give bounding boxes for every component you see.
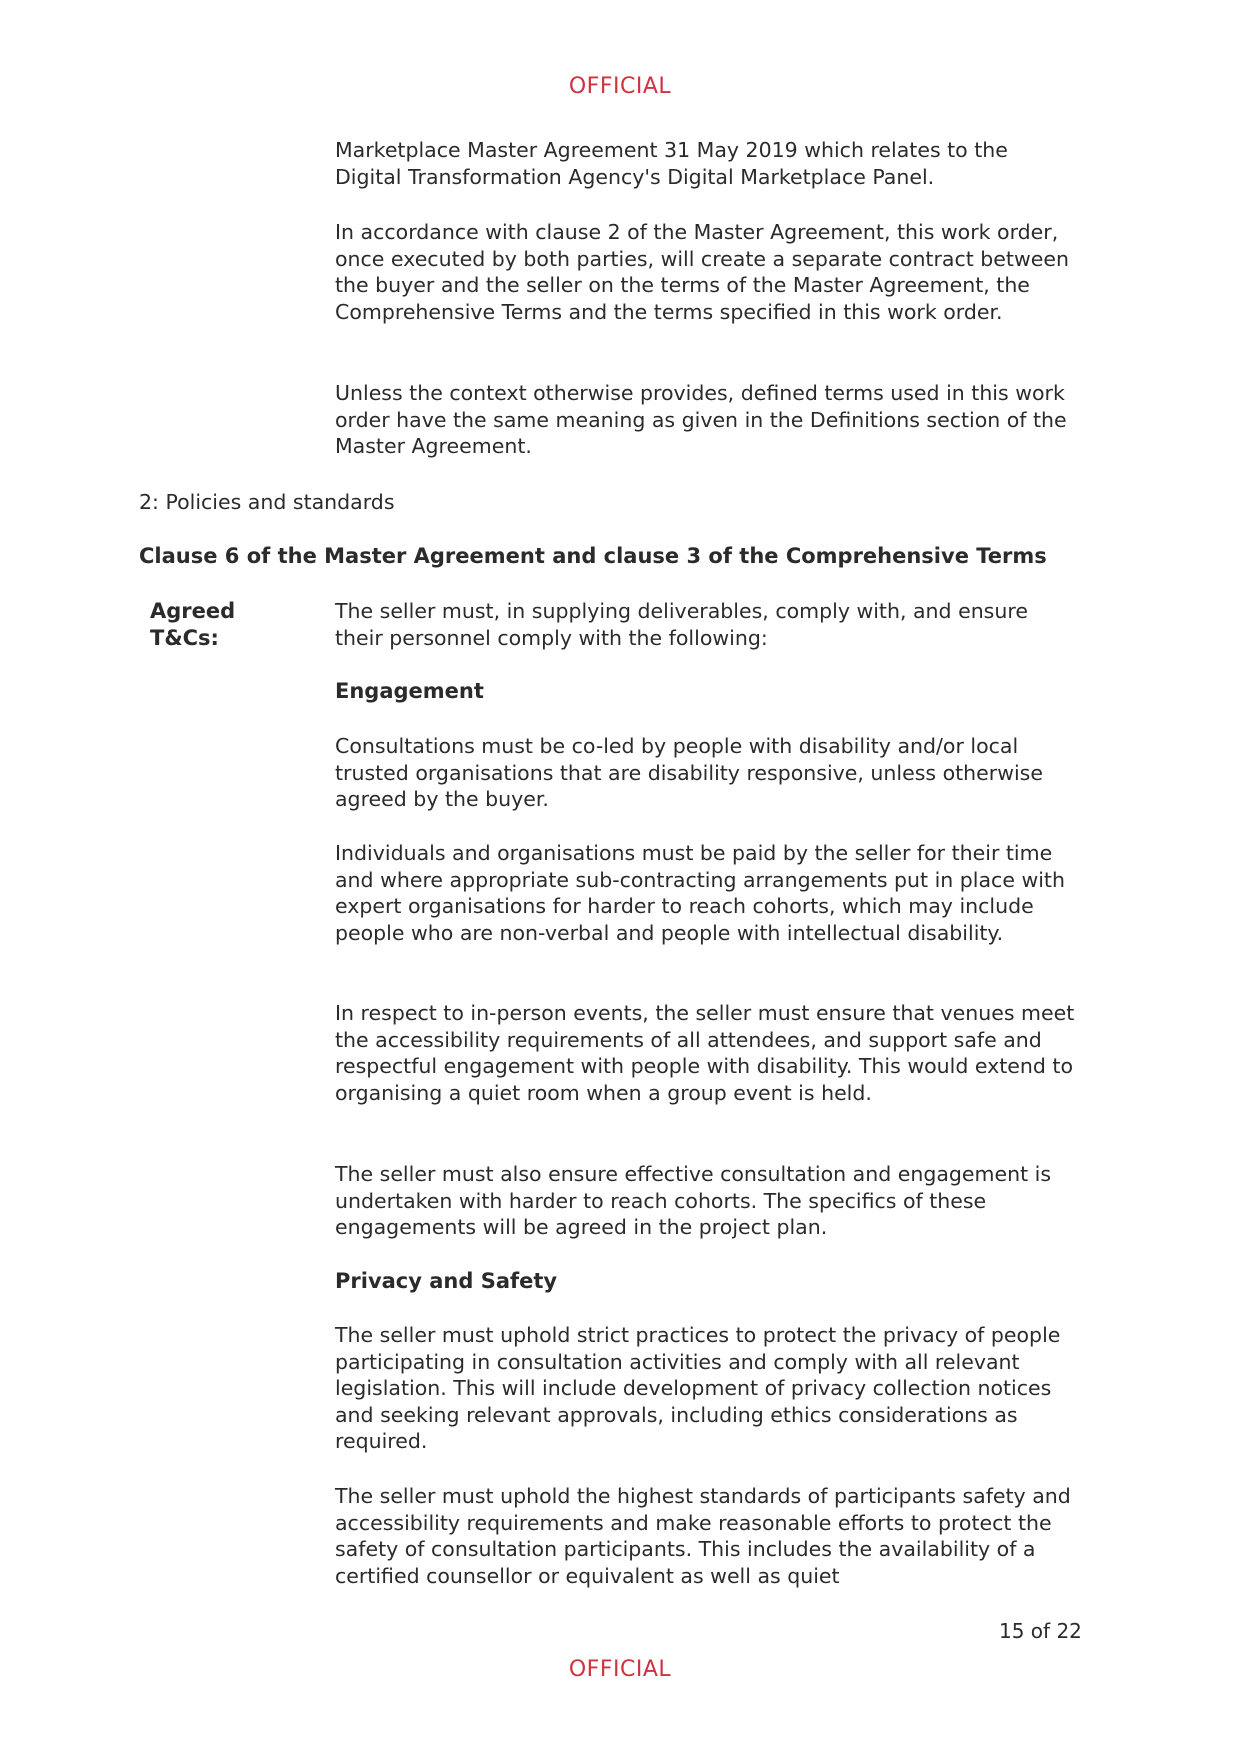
agreed-label-line-1: Agreed <box>150 599 236 623</box>
intro-paragraph-2: In accordance with clause 2 of the Master Agreement, this work order, once executed by both parties, will create a separate contract between the buyer and the seller on the terms of the Master Agreement, the Comprehensive Terms and the terms specified in this work order. <box>335 220 1069 324</box>
intro-paragraph-3: Unless the context otherwise provides, defined terms used in this work order have the same meaning as given in the Definitions section of the Master Agreement. <box>335 381 1067 459</box>
engagement-paragraph-3: In respect to in-person events, the seller must ensure that venues meet the accessibility requirements of all attendees, and support safe and respectful engagement with people with disability. This would extend to organising a quiet room when a group event is held. <box>335 1001 1075 1105</box>
privacy-paragraph-1: The seller must uphold strict practices to protect the privacy of people participating in consultation activities and comply with all relevant legislation. This will include development of privacy collection notices and seeking relevant approvals, including ethics considerations as required. <box>335 1323 1061 1454</box>
agreed-label-line-2: T&Cs: <box>150 625 219 650</box>
agreed-terms-intro: The seller must, in supplying deliverables, comply with, and ensure their personnel comply with the following: <box>335 599 1028 650</box>
engagement-paragraph-1: Consultations must be co-led by people with disability and/or local trusted organisations that are disability responsive, unless otherwise agreed by the buyer. <box>335 734 1043 812</box>
engagement-paragraph-4: The seller must also ensure effective consultation and engagement is undertaken with harder to reach cohorts. The specifics of these engagements will be agreed in the project plan. <box>335 1162 1052 1240</box>
privacy-safety-heading: Privacy and Safety <box>335 1269 558 1293</box>
engagement-paragraph-2: Individuals and organisations must be paid by the seller for their time and where appropriate sub-contracting arrangements put in place with expert organisations for harder to reach cohorts, which may include people who are non-verbal and people with intellectual disability. <box>335 841 1065 945</box>
clause-heading: Clause 6 of the Master Agreement and clause 3 of the Comprehensive Terms <box>139 544 1047 568</box>
classification-footer: OFFICIAL <box>568 1657 672 1682</box>
section-label: 2: Policies and standards <box>139 490 395 514</box>
privacy-paragraph-2: The seller must uphold the highest standards of participants safety and accessibility requirements and make reasonable efforts to protect the safety of consultation participants. This includes the availability of a certified counsellor or equivalent as well as quiet <box>335 1484 1071 1588</box>
intro-paragraph-1: Marketplace Master Agreement 31 May 2019 which relates to the Digital Transformation Agency's Digital Marketplace Panel. <box>335 138 1008 189</box>
page-number: 15 of 22 <box>999 1619 1082 1643</box>
agreed-terms-label <box>150 598 260 651</box>
engagement-heading: Engagement <box>335 679 484 703</box>
classification-header: OFFICIAL <box>568 74 672 99</box>
